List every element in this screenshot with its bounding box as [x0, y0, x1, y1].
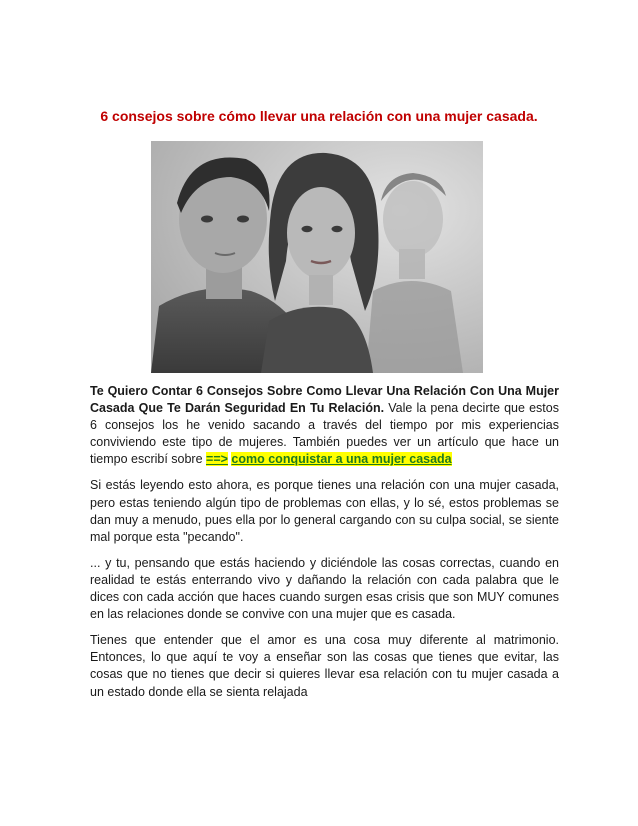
lead-text: Te Quiero Contar 6 Consejos Sobre Como Llevar Una Relación Con Una Mujer Casada Que Te Darán Seguridad En Tu Relación. — [90, 384, 559, 416]
paragraph-3: Tienes que entender que el amor es una cosa muy diferente al matrimonio. Entonces, lo que aquí te voy a enseñar son las cosas que tienes que evitar, las cosas que no tienes que decir si quieres llevar esa relación con tu mujer casada a un estado donde ella se sienta relajada — [90, 633, 559, 699]
arrow-link[interactable]: ==> — [206, 452, 228, 467]
paragraph-2: ... y tu, pensando que estás haciendo y diciéndole las cosas correctas, cuando en realidad te estás enterrando vivo y dañando la relación con cada palabra que le dices con cada acción que haces cuando surgen esas crisis que son MUY comunes en las relaciones donde se convive con una mujer que es casada. — [90, 555, 559, 622]
paragraph-1: Si estás leyendo esto ahora, es porque tienes una relación con una mujer casada, pero estas teniendo algún tipo de problemas con ellas, y lo sé, estos problemas se dan muy a menudo, pues ella por lo general cargando con su culpa social, se siente mal porque esta "pecando". — [90, 478, 559, 544]
article-body — [90, 383, 559, 710]
intro-text: Vale la pena decirte que estos 6 consejos los he venido sacando a través del tiempo por mis experiencias conviviendo este tipo de mujeres. También puedes ver un artículo que hace un tiempo escribí sobre — [90, 401, 559, 467]
page-title: 6 consejos sobre cómo llevar una relación con una mujer casada. — [100, 108, 538, 124]
conquistar-link[interactable]: como conquistar a una mujer casada — [231, 452, 452, 467]
couple-photo — [151, 141, 483, 373]
intro-paragraph — [90, 383, 559, 468]
photo-illustration — [151, 141, 483, 373]
